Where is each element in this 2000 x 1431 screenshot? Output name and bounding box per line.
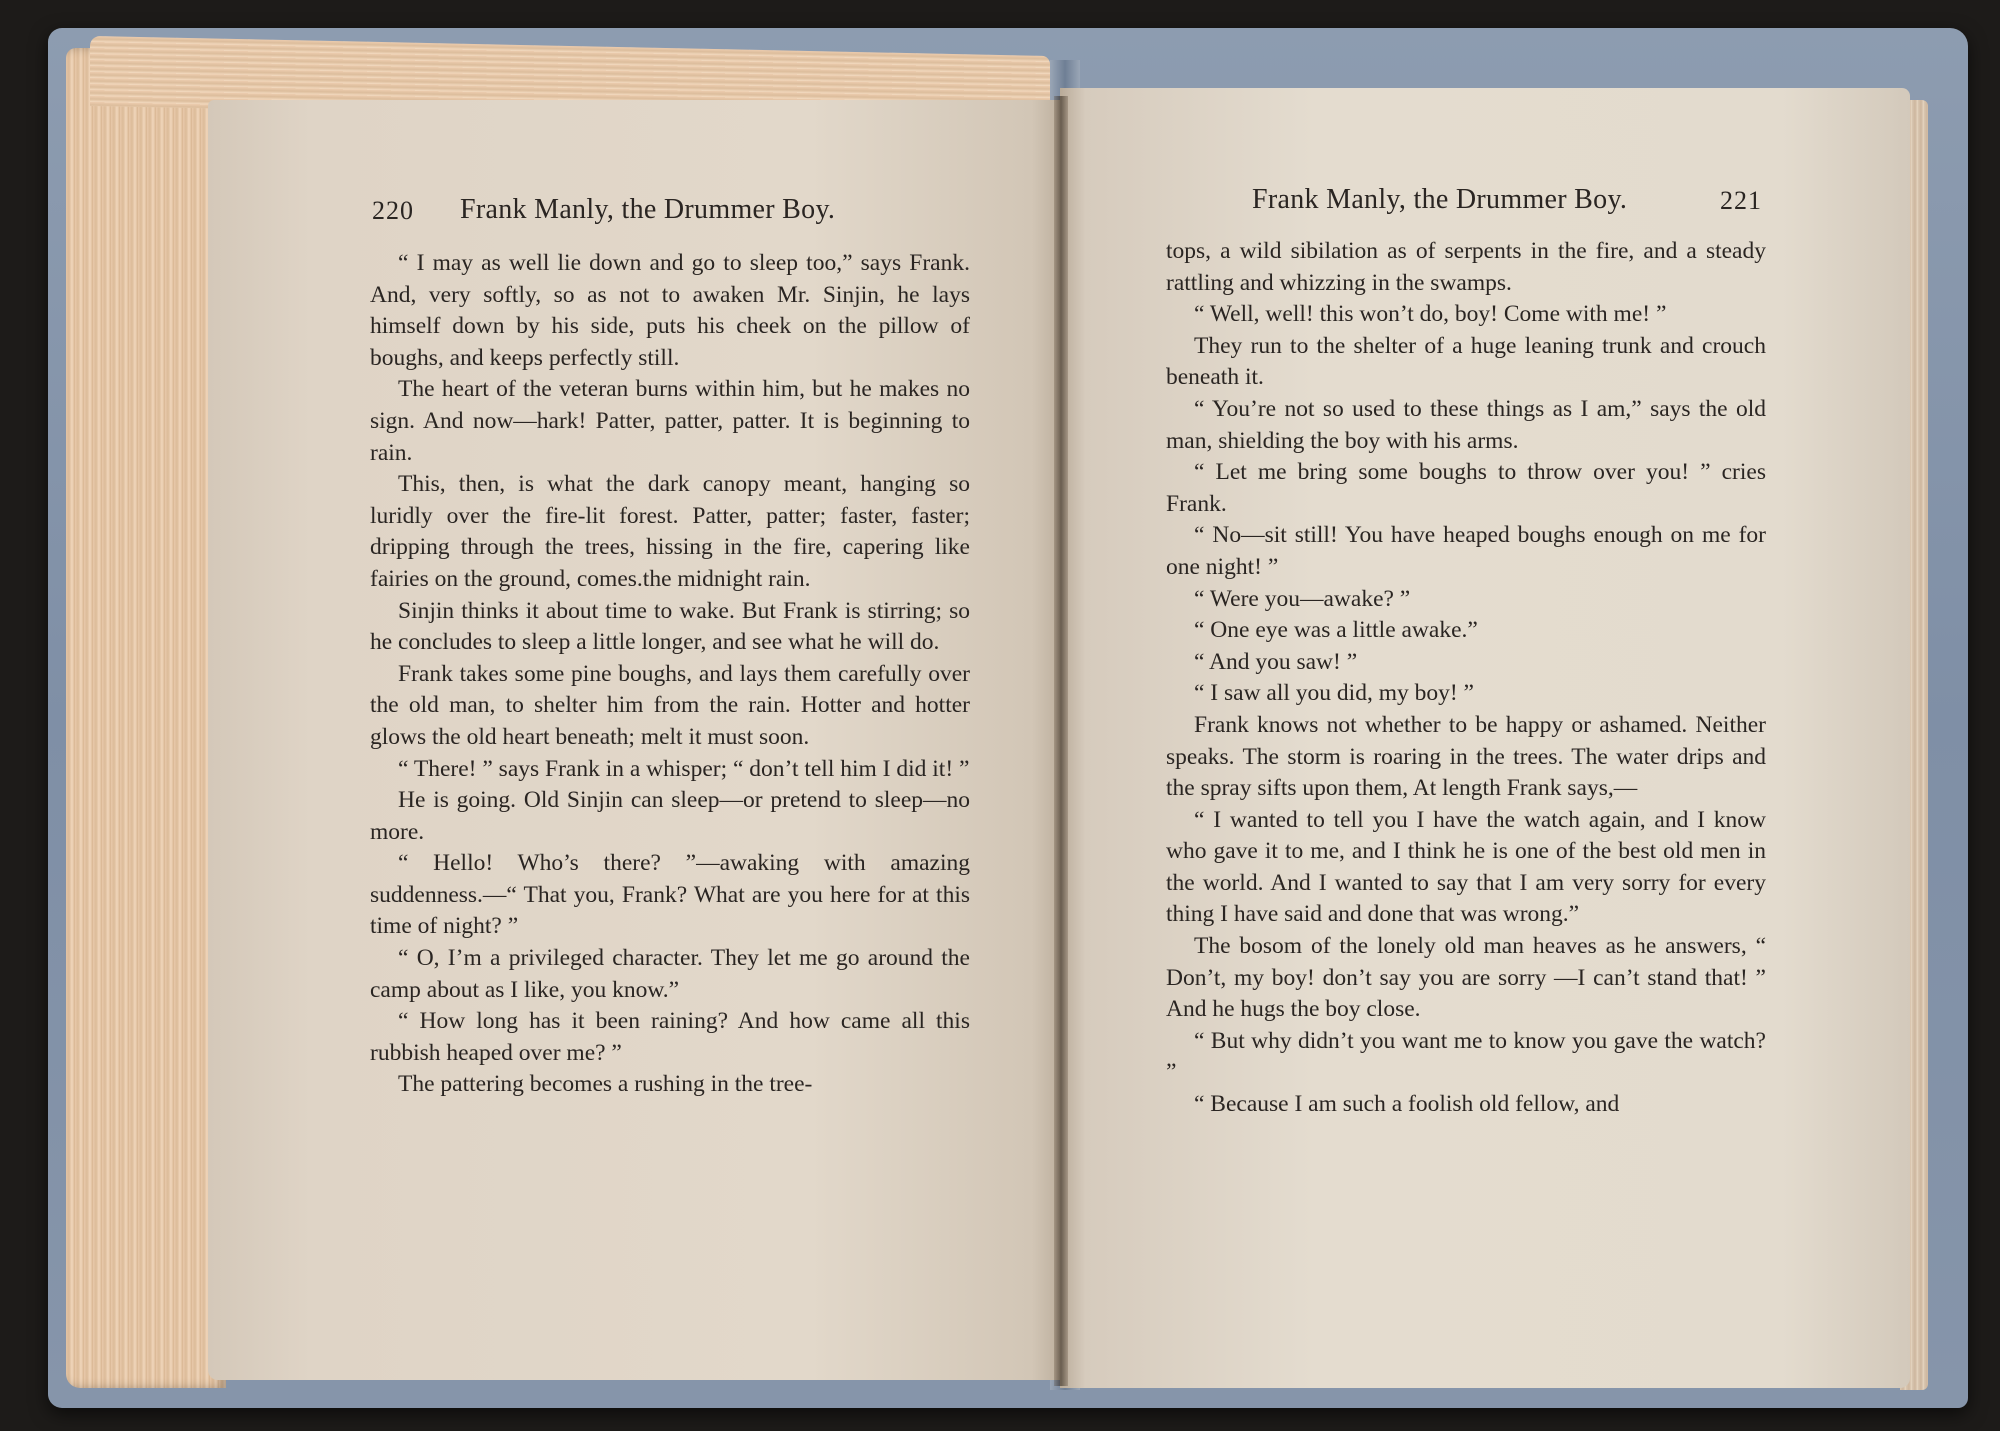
paragraph: “ Well, well! this won’t do, boy! Come with me! ” xyxy=(1194,301,1667,328)
continued-paragraph: tops, a wild sibilation as of serpents in the fire, and a steady rattling and whizzing in the swamps. xyxy=(1166,238,1766,296)
paragraph: “ I wanted to tell you I have the watch again, and I know who gave it to me, and I think he is one of the best old men in the world. And I wanted to say that I am very sorry for every thing I have said and done that was wrong.” xyxy=(1166,806,1766,928)
running-title: Frank Manly, the Drummer Boy. xyxy=(1252,184,1628,215)
page-edges-left xyxy=(66,48,226,1388)
paragraph: He is going. Old Sinjin can sleep—or pretend to sleep—no more. xyxy=(370,787,970,845)
paragraph: “ You’re not so used to these things as I am,” says the old man, shielding the boy with his arms. xyxy=(1166,395,1766,454)
paragraph: “ One eye was a little awake.” xyxy=(1194,617,1478,644)
paragraph: “ Because I am such a foolish old fellow, and xyxy=(1194,1091,1620,1118)
paragraph: “ Were you—awake? ” xyxy=(1194,585,1411,612)
right-page-text xyxy=(1166,236,1766,1121)
paragraph: This, then, is what the dark canopy meant, hanging so luridly over the fire-lit forest. Patter, patter; faster, faster; dripping through the trees, hissing in the fire, capering like fairies on the ground, comes.the midnight rain. xyxy=(370,471,970,592)
paragraph: “ O, I’m a privileged character. They let me go around the camp about as I like, you know.” xyxy=(370,945,970,1003)
paragraph: Frank takes some pine boughs, and lays them carefully over the old man, to shelter him from the rain. Hotter and hotter glows the old heart beneath; melt it must soon. xyxy=(370,660,970,750)
right-page xyxy=(1060,88,1910,1388)
paragraph: The bosom of the lonely old man heaves as he answers, “ Don’t, my boy! don’t say you are sorry —I can’t stand that! ” And he hugs the boy close. xyxy=(1166,933,1766,1023)
gutter-shadow xyxy=(1054,96,1068,1386)
left-page-text xyxy=(370,248,970,1101)
paragraph: They run to the shelter of a huge leaning trunk and crouch beneath it. xyxy=(1166,332,1766,391)
paragraph: “ I saw all you did, my boy! ” xyxy=(1194,680,1474,707)
left-page xyxy=(208,100,1066,1380)
paragraph: “ I may as well lie down and go to sleep too,” says Frank. And, very softly, so as not to awaken Mr. Sinjin, he lays himself down by his side, puts his cheek on the pillow of boughs, and keeps perfectly still. xyxy=(370,250,970,371)
paragraph: The pattering becomes a rushing in the tree- xyxy=(398,1071,813,1098)
running-title: Frank Manly, the Drummer Boy. xyxy=(460,194,836,225)
paragraph: “ But why didn’t you want me to know you gave the watch? ” xyxy=(1166,1027,1766,1086)
paragraph: Sinjin thinks it about time to wake. But Frank is stirring; so he concludes to sleep a little longer, and see what he will do. xyxy=(370,597,970,656)
paragraph: “ Let me bring some boughs to throw over you! ” cries Frank. xyxy=(1166,459,1766,517)
paragraph: “ No—sit still! You have heaped boughs enough on me for one night! ” xyxy=(1166,522,1766,580)
paragraph: The heart of the veteran burns within him, but he makes no sign. And now—hark! Patter, patter, patter. It is beginning to rain. xyxy=(370,376,970,466)
paragraph: “ How long has it been raining? And how came all this rubbish heaped over me? ” xyxy=(370,1008,970,1066)
paragraph: “ And you saw! ” xyxy=(1194,648,1358,675)
paragraph: “ There! ” says Frank in a whisper; “ don’t tell him I did it! ” xyxy=(398,755,970,782)
page-number: 221 xyxy=(1720,186,1762,215)
paragraph: Frank knows not whether to be happy or ashamed. Neither speaks. The storm is roaring in the trees. The water drips and the spray sifts upon them, At length Frank says,— xyxy=(1166,711,1766,802)
paragraph: “ Hello! Who’s there? ”—awaking with amazing suddenness.—“ That you, Frank? What are you here for at this time of night? ” xyxy=(370,850,970,940)
page-number: 220 xyxy=(372,196,414,225)
